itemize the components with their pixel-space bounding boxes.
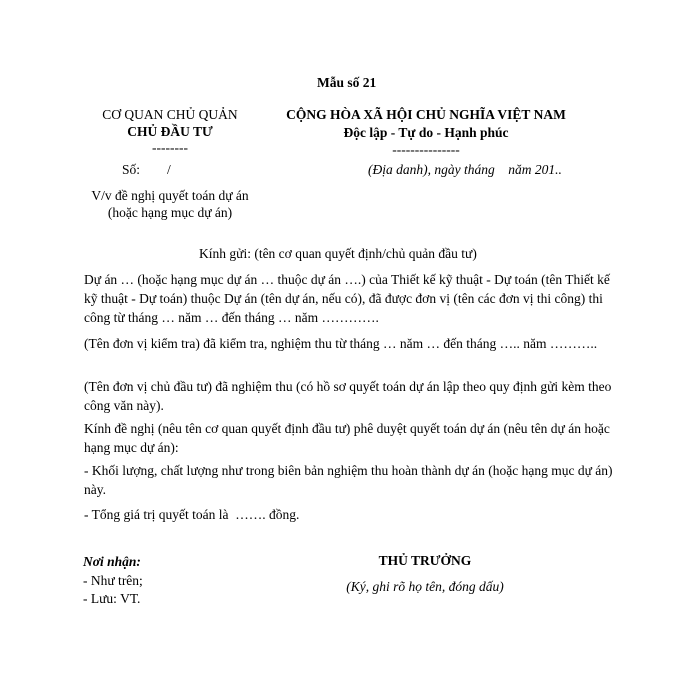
country-name: CỘNG HÒA XÃ HỘI CHỦ NGHĨA VIỆT NAM: [286, 107, 566, 122]
subject-line-2: (hoặc hạng mục dự án): [107, 205, 233, 220]
paragraph-volume-quality: - Khối lượng, chất lượng như trong biên bản nghiệm thu hoàn thành dự án (hoặc hạng mục dự án) này.: [84, 463, 613, 497]
recipient-item: - Như trên;: [83, 573, 143, 588]
paragraph-inspection: (Tên đơn vị kiểm tra) đã kiểm tra, nghiệm thu từ tháng … năm … đến tháng ….. năm ………..: [84, 336, 598, 351]
national-motto: Độc lập - Tự do - Hạnh phúc: [343, 125, 509, 140]
salutation: Kính gửi: (tên cơ quan quyết định/chủ quản đầu tư): [199, 246, 477, 261]
recipients-heading: Nơi nhận:: [83, 554, 141, 569]
paragraph-request: Kính đề nghị (nêu tên cơ quan quyết định đầu tư) phê duyệt quyết toán dự án (nêu tên dự án hoặc hạng mục dự án):: [84, 421, 610, 455]
signature-note: (Ký, ghi rõ họ tên, đóng dấu): [346, 579, 504, 594]
form-number: Mẫu số 21: [317, 75, 377, 90]
recipient-item: - Lưu: VT.: [83, 591, 141, 606]
right-header-rule: ---------------: [392, 142, 460, 157]
signature-title: THỦ TRƯỞNG: [378, 553, 472, 568]
paragraph-investor-acceptance: (Tên đơn vị chủ đầu tư) đã nghiệm thu (có hồ sơ quyết toán dự án lập theo quy định gửi kèm theo công văn này).: [84, 379, 612, 413]
paragraph-total-value: - Tổng giá trị quyết toán là ……. đồng.: [84, 507, 300, 522]
agency-name: CƠ QUAN CHỦ QUẢN: [102, 107, 238, 122]
paragraph-project-info: Dự án … (hoặc hạng mục dự án … thuộc dự án ….) của Thiết kế kỹ thuật - Dự toán (tên Thiết kế kỹ thuật - Dự toán) thuộc Dự án (tên dự án, nếu có), đã được đơn vị (tên các đơn vị thi công) thi công từ tháng … năm … đến tháng … năm ………….: [84, 272, 610, 325]
investor-name: CHỦ ĐẦU TƯ: [127, 124, 213, 139]
left-header-rule: --------: [152, 140, 188, 155]
subject-line-1: V/v đề nghị quyết toán dự án: [91, 188, 249, 203]
place-date: (Địa danh), ngày tháng năm 201..: [368, 162, 562, 177]
document-number: Số: /: [122, 162, 171, 177]
